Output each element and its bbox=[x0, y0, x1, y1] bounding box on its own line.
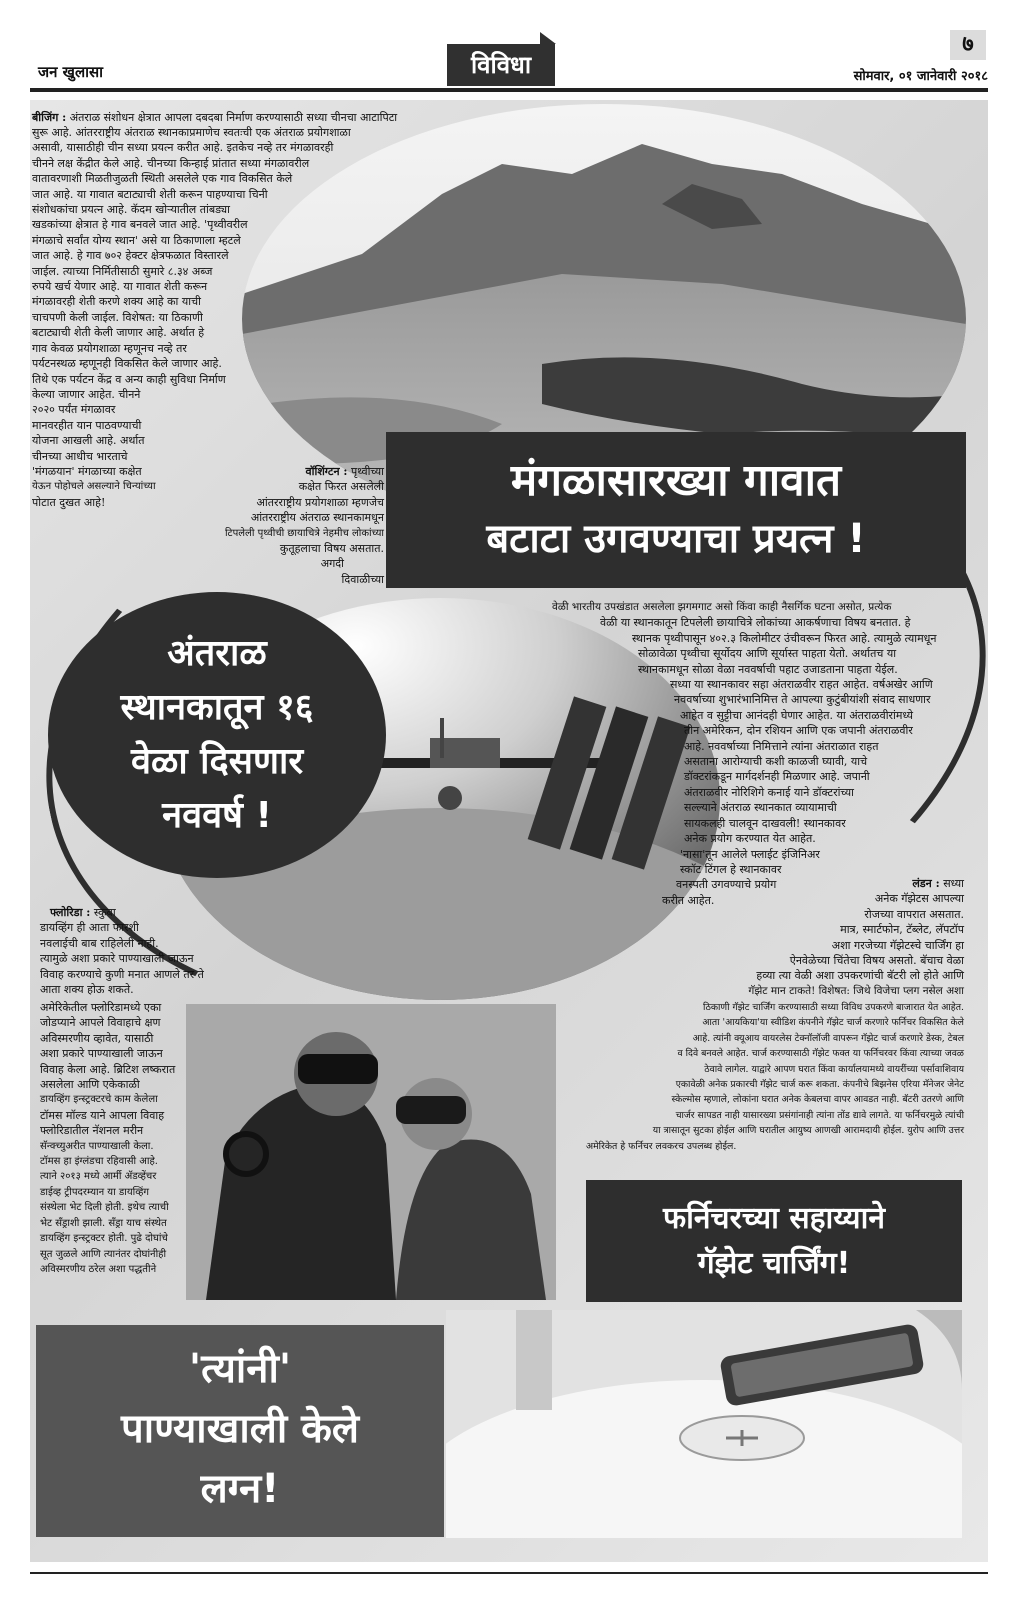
mars-text-line: खडकांच्या क्षेत्रात हे गाव बनवले जात आहे. 'पृथ्वीवरील bbox=[32, 218, 248, 232]
mars-text-line: २०२० पर्यंत मंगळावर bbox=[32, 403, 116, 417]
wedding-text-line: अमेरिकेतील फ्लोरिडामध्ये एका bbox=[40, 1001, 162, 1014]
iss-text-line: वॉशिंग्टन : पृथ्वीच्या bbox=[305, 465, 384, 478]
wedding-text-line: डायव्हिंग ही आता फारशी bbox=[40, 921, 139, 935]
iss-text-line: सायकलही चालवून दाखवली! स्थानकावर bbox=[684, 816, 846, 830]
iss-text-line: वेळी भारतीय उपखंडात असलेला झगमगाट असो किंवा काही नैसर्गिक घटना असोत, प्रत्येक bbox=[552, 601, 892, 613]
iss-headline-line: अंतराळ bbox=[167, 633, 267, 674]
mars-text-line: केल्या जाणार आहेत. चीनने bbox=[32, 387, 141, 401]
underwater-wedding-photo bbox=[186, 1004, 556, 1300]
gadget-headline bbox=[586, 1180, 962, 1302]
iss-headline bbox=[48, 592, 386, 878]
mars-text-line: संशोधकांचा प्रयत्न आहे. कॅदम खोऱ्यातील तांबड्या bbox=[32, 203, 230, 217]
iss-headline-line: नववर्ष ! bbox=[162, 795, 272, 836]
gadget-text-line: अशा गरजेच्या गॅझेटस्चे चार्जिंग हा bbox=[831, 938, 964, 952]
iss-text-line: स्कॉट टिंगल हे स्थानकावर bbox=[680, 862, 782, 876]
wedding-text-line: आता शक्य होऊ शकते. bbox=[40, 983, 134, 997]
mars-text-line: बटाट्याची शेती केली जाणार आहे. अर्थात हे bbox=[32, 326, 205, 340]
wedding-text-line: डायव्हिंग इन्स्ट्रक्टरचे काम केलेला bbox=[40, 1094, 158, 1106]
iss-text-line: असताना आरोग्याची कशी काळजी घ्यावी, याचे bbox=[684, 755, 868, 769]
iss-text-line: दिवाळीच्या bbox=[341, 572, 384, 586]
iss-text-line: अंतराळवीर नोरिशिगे कनाई याने डॉक्टरांच्या bbox=[684, 785, 854, 799]
iss-text-line: स्थानकामधून सोळा वेळा नववर्षाची पहाट उजाडताना पाहता येईल. bbox=[638, 662, 898, 676]
wedding-article-column bbox=[40, 1000, 182, 1277]
iss-text-line: कुतूहलाचा विषय असतात. bbox=[279, 542, 384, 556]
mars-text-line: जाईल. त्याच्या निर्मितीसाठी सुमारे ८.३४ अब्ज bbox=[32, 264, 213, 278]
iss-text-line: कक्षेत फिरत असलेली bbox=[298, 480, 384, 494]
wedding-headline-line-2: पाण्याखाली केले bbox=[121, 1406, 359, 1452]
furniture-charger-illustration bbox=[446, 1310, 962, 1538]
mars-text-line: रुपये खर्च येणार आहे. या गावात शेती करून bbox=[32, 280, 208, 294]
wedding-text-line: अशा प्रकारे पाण्याखाली जाऊन bbox=[40, 1047, 163, 1061]
gadget-text-line: ऐनवेळेच्या चिंतेचा विषय असतो. बॅचाच वेळा bbox=[789, 954, 964, 968]
mars-text-line: चीनच्या आधीच भारताचे bbox=[32, 449, 128, 463]
wedding-headline bbox=[36, 1325, 444, 1537]
iss-text-line: स्थानक पृथ्वीपासून ४०२.३ किलोमीटर उंचीवरून फिरत आहे. त्यामुळे त्यामधून bbox=[632, 631, 937, 645]
iss-text-line: अनेक प्रयोग करण्यात येत आहेत. bbox=[684, 832, 816, 846]
wedding-text-line: संस्थेला भेट दिली होती. इथेच त्याची bbox=[40, 1202, 169, 1214]
wedding-text-line: विवाह करण्याचे कुणी मनात आणले तर ते bbox=[40, 967, 204, 981]
wedding-text-line: फ्लोरिडा : स्कुबा bbox=[50, 906, 116, 919]
gadget-text-line: मात्र, स्मार्टफोन, टॅब्लेट, लॅपटॉप bbox=[840, 923, 964, 937]
mars-text-line: जात आहे. या गावात बटाट्याची शेती करून पाहण्याचा चिनी bbox=[32, 187, 268, 201]
iss-text-line: सध्या या स्थानकावर सहा अंतराळवीर राहत आहेत. वर्षअखेर आणि bbox=[670, 678, 933, 692]
gadget-text-line: आहे. त्यांनी क्यूआय वायरलेस टेक्नॉलॉजी वापरून गॅझेट चार्ज करणारे डेस्क, टेबल bbox=[692, 1032, 964, 1044]
mars-dateline: बीजिंग : bbox=[32, 111, 67, 124]
iss-text-line: आहेत व सुट्टीचा आनंदही घेणार आहेत. या अंतराळवीरांमध्ये bbox=[680, 708, 913, 722]
wedding-text-line: भेट सँड्राशी झाली. सँड्रा याच संस्थेत bbox=[40, 1217, 167, 1229]
iss-text-line: आंतरराष्ट्रीय प्रयोगशाळा म्हणजेच bbox=[256, 495, 384, 509]
gadget-article-wide-2 bbox=[586, 1000, 964, 1154]
wedding-text-line: डायव्हिंग इन्स्ट्रक्टर होती. पुढे दोघांचे bbox=[40, 1233, 168, 1245]
iss-text-line: डॉक्टरांकडून मार्गदर्शनही मिळणार आहे. जपानी bbox=[684, 770, 870, 784]
gadget-text-line: अमेरिकेत हे फर्निचर लवकरच उपलब्ध होईल. bbox=[586, 1140, 737, 1152]
iss-text-line: करीत आहेत. bbox=[662, 893, 715, 907]
wedding-text-line: त्याने २०१३ मध्ये आर्मी ॲडव्हेंचर bbox=[40, 1171, 157, 1183]
iss-article-right bbox=[540, 600, 962, 908]
iss-headline-line: स्थानकातून १६ bbox=[120, 687, 314, 728]
section-title: विविधा bbox=[447, 44, 555, 86]
footer-rule bbox=[30, 1572, 988, 1574]
iss-text-line: सल्ल्याने अंतराळ स्थानकात व्यायामाची bbox=[684, 801, 837, 815]
mars-headline bbox=[386, 432, 966, 588]
section-tab-corner bbox=[540, 32, 556, 44]
iss-text-line: आंतरराष्ट्रीय अंतराळ स्थानकामधून bbox=[250, 511, 384, 525]
gadget-text-line: चार्जर सापडत नाही यासारख्या प्रसंगांनाही त्यांना तोंड द्यावे लागते. या फर्निचरमुळे त्यांची bbox=[675, 1109, 964, 1121]
wedding-text-line: त्यामुळे अशा प्रकारे पाण्याखाली जाऊन bbox=[40, 952, 194, 966]
mars-text-line: अंतराळ संशोधन क्षेत्रात आपला दबदबा निर्माण करण्यासाठी सध्या चीनचा आटापिटा bbox=[69, 111, 398, 124]
gadget-headline-line-2: गॅझेट चार्जिंग! bbox=[697, 1246, 851, 1281]
wedding-text-line: सॅन्क्च्युअरीत पाण्याखाली केला. bbox=[40, 1140, 154, 1152]
gadget-text-line: एकावेळी अनेक प्रकारची गॅझेट चार्ज करू शकता. कंपनीचे बिझनेस एरिया मॅनेजर जेनेट bbox=[675, 1079, 964, 1091]
mars-text-line: वातावरणाशी मिळतीजुळती स्थिती असलेले एक गाव विकसित केले bbox=[32, 172, 293, 186]
gadget-text-line: आता 'आयकिया'या स्वीडिश कंपनीने गॅझेट चार्ज करणारे फर्निचर विकसित केले bbox=[702, 1017, 964, 1029]
mars-text-line: मंगळाचे सर्वांत योग्य स्थान' असे या ठिकाणाला म्हटले bbox=[32, 233, 241, 247]
gadget-text-line: रोजच्या वापरात असतात. bbox=[864, 907, 964, 921]
wedding-text-line: टॉमस हा इंग्लंडचा रहिवासी आहे. bbox=[40, 1156, 158, 1168]
mars-text-line: येऊन पोहोचले असल्याने चिन्यांच्या bbox=[32, 481, 156, 493]
divers-illustration bbox=[186, 1004, 556, 1300]
iss-text-line: तीन अमेरिकन, दोन रशियन आणि एक जपानी अंतराळवीर bbox=[684, 724, 913, 738]
gadget-dateline: लंडन : bbox=[912, 877, 940, 890]
iss-text-line: आहे. नववर्षाच्या निमित्ताने त्यांना अंतराळात राहत bbox=[684, 739, 879, 753]
iss-text-line: सोळावेळा पृथ्वीचा सूर्योदय आणि सूर्यास्त पाहता येतो. अर्थातच या bbox=[638, 647, 897, 661]
wedding-text-line: डाईव्ह ट्रीपदरम्यान या डायव्हिंग bbox=[40, 1186, 150, 1198]
iss-text-line: नववर्षाच्या शुभारंभानिमित्त ते आपल्या कुटुंबीयांशी संवाद साधणार bbox=[674, 693, 931, 707]
masthead-name: जन खुलासा bbox=[38, 63, 104, 81]
gadget-text-line: या त्रासातून सुटका होईल आणि घरातील आयुष्य आणखी आरामदायी होईल. युरोप आणि उत्तर bbox=[652, 1125, 964, 1137]
wedding-text-line: अविस्मरणीय व्हावेत, यासाठी bbox=[40, 1031, 154, 1045]
mars-text-line: चीनने लक्ष केंद्रीत केले आहे. चीनच्या किन्हाई प्रांतात सध्या मंगळावरील bbox=[32, 156, 310, 170]
wedding-headline-line-1: 'त्यांनी' bbox=[188, 1346, 292, 1392]
wedding-article-top bbox=[40, 905, 256, 997]
mars-article-paragraph bbox=[32, 110, 452, 125]
wedding-text-line: जोडप्याने आपले विवाहाचे क्षण bbox=[40, 1016, 161, 1030]
mars-text-line: गाव केवळ प्रयोगशाळा म्हणूनच नव्हे तर bbox=[32, 341, 187, 355]
page-number: ७ bbox=[950, 30, 986, 60]
mars-text-line: 'मंगळयान' मंगळाच्या कक्षेत bbox=[32, 464, 142, 478]
mars-text-line: असावी, यासाठीही चीन सध्या प्रयत्न करीत आहे. इतकेच नव्हे तर मंगळावरही bbox=[32, 141, 334, 155]
gadget-text-line: लंडन : सध्या bbox=[912, 877, 964, 890]
issue-date: सोमवार, ०१ जानेवारी २०१८ bbox=[853, 69, 988, 84]
mars-text-line: तिथे एक पर्यटन केंद्र व अन्य काही सुविधा निर्माण bbox=[32, 372, 226, 386]
wedding-text-line: अविस्मरणीय ठरेल अशा पद्धतीने bbox=[40, 1263, 157, 1275]
wedding-headline-line-3: लग्न! bbox=[200, 1466, 280, 1512]
mars-text-line: पर्यटनस्थळ म्हणूनही विकसित केले जाणार आहे. bbox=[32, 357, 222, 371]
gadget-article-body bbox=[596, 876, 964, 984]
mars-text-line: चाचपणी केली जाईल. विशेषत: या ठिकाणी bbox=[32, 310, 203, 324]
gadget-text-line: गॅझेट मान टाकते! विशेषत: जिथे विजेचा प्लग नसेल अशा bbox=[748, 985, 964, 997]
mars-text-line: योजना आखली आहे. अर्थात bbox=[32, 434, 145, 448]
iss-text-line: टिपलेली पृथ्वीची छायाचित्रे नेहमीच लोकांच्या bbox=[224, 527, 384, 539]
iss-headline-line: वेळा दिसणार bbox=[130, 741, 304, 782]
wedding-text-line: विवाह केला आहे. ब्रिटिश लष्करात bbox=[40, 1062, 176, 1076]
wedding-text-line: टॉमस मॉल्ड याने आपला विवाह bbox=[40, 1108, 165, 1122]
mars-text-line: पोटात दुखत आहे! bbox=[32, 495, 106, 509]
gadget-headline-line-1: फर्निचरच्या सहाय्याने bbox=[662, 1201, 885, 1236]
wedding-dateline: फ्लोरिडा : bbox=[50, 906, 91, 919]
mars-text-line: मानवरहीत यान पाठवण्याची bbox=[32, 418, 142, 432]
gadget-text-line: अनेक गॅझेटस आपल्या bbox=[874, 892, 964, 906]
gadget-text-line: ठिकाणी गॅझेट चार्जिंग करण्यासाठी सध्या विविध उपकरणे बाजारात येत आहेत. bbox=[703, 1002, 964, 1013]
gadget-text-line: हव्या त्या वेळी अशा उपकरणांची बॅटरी लो होते आणि bbox=[756, 969, 964, 983]
wedding-text-line: फ्लोरिडातील नॅशनल मरीन bbox=[40, 1124, 144, 1138]
gadget-article-wide bbox=[612, 984, 964, 999]
wedding-text-line: असलेला आणि एकेकाळी bbox=[40, 1078, 140, 1092]
gadget-text-line: ठेवावे लागेल. याद्वारे आपण घरात किंवा कार्यालयामध्ये वायरींच्या पर्सावाशिवाय bbox=[704, 1063, 964, 1075]
gadget-text-line: स्केल्मोस म्हणाले, लोकांना घरात अनेक केबलचा वापर आवडत नाही. बॅटरी उतरणे आणि bbox=[671, 1094, 964, 1106]
header-rule bbox=[30, 88, 988, 92]
iss-text-line: 'नासा'तून आलेले फ्लाईट इंजिनिअर bbox=[680, 847, 820, 861]
mars-text-line: सुरू आहे. आंतरराष्ट्रीय अंतराळ स्थानकाप्रमाणेच स्वतःची एक अंतराळ प्रयोगशाळा bbox=[32, 126, 351, 139]
wedding-text-line: सूत जुळले आणि त्यानंतर दोघांनीही bbox=[40, 1248, 167, 1260]
iss-dateline: वॉशिंग्टन : bbox=[305, 465, 348, 478]
iss-text-line: वनस्पती उगवण्याचे प्रयोग bbox=[676, 878, 777, 892]
gadget-text-line: व दिवे बनवले आहेत. चार्ज करण्यासाठी गॅझेट फक्त या फर्निचरवर किंवा त्याच्या जवळ bbox=[677, 1048, 964, 1060]
mars-headline-line-1: मंगळासारख्या गावात bbox=[510, 455, 842, 506]
iss-text-line: अगदी bbox=[320, 557, 344, 571]
mars-text-line: जात आहे. हे गाव ७०२ हेक्टर क्षेत्रफळात विस्तारले bbox=[32, 249, 229, 263]
wedding-text-line: नवलाईची बाब राहिलेली नाही. bbox=[40, 936, 159, 950]
iss-text-line: वेळी या स्थानकातून टिपलेली छायाचित्रे लोकांच्या आकर्षणाचा विषय बनतात. हे bbox=[600, 616, 911, 630]
charging-table-photo bbox=[446, 1310, 962, 1538]
mars-article-body bbox=[32, 110, 452, 125]
iss-article-left bbox=[174, 464, 384, 587]
mars-headline-line-2: बटाटा उगवण्याचा प्रयत्न ! bbox=[486, 516, 866, 562]
mars-text-line: मंगळावरही शेती करणे शक्य आहे का याची bbox=[32, 295, 201, 309]
